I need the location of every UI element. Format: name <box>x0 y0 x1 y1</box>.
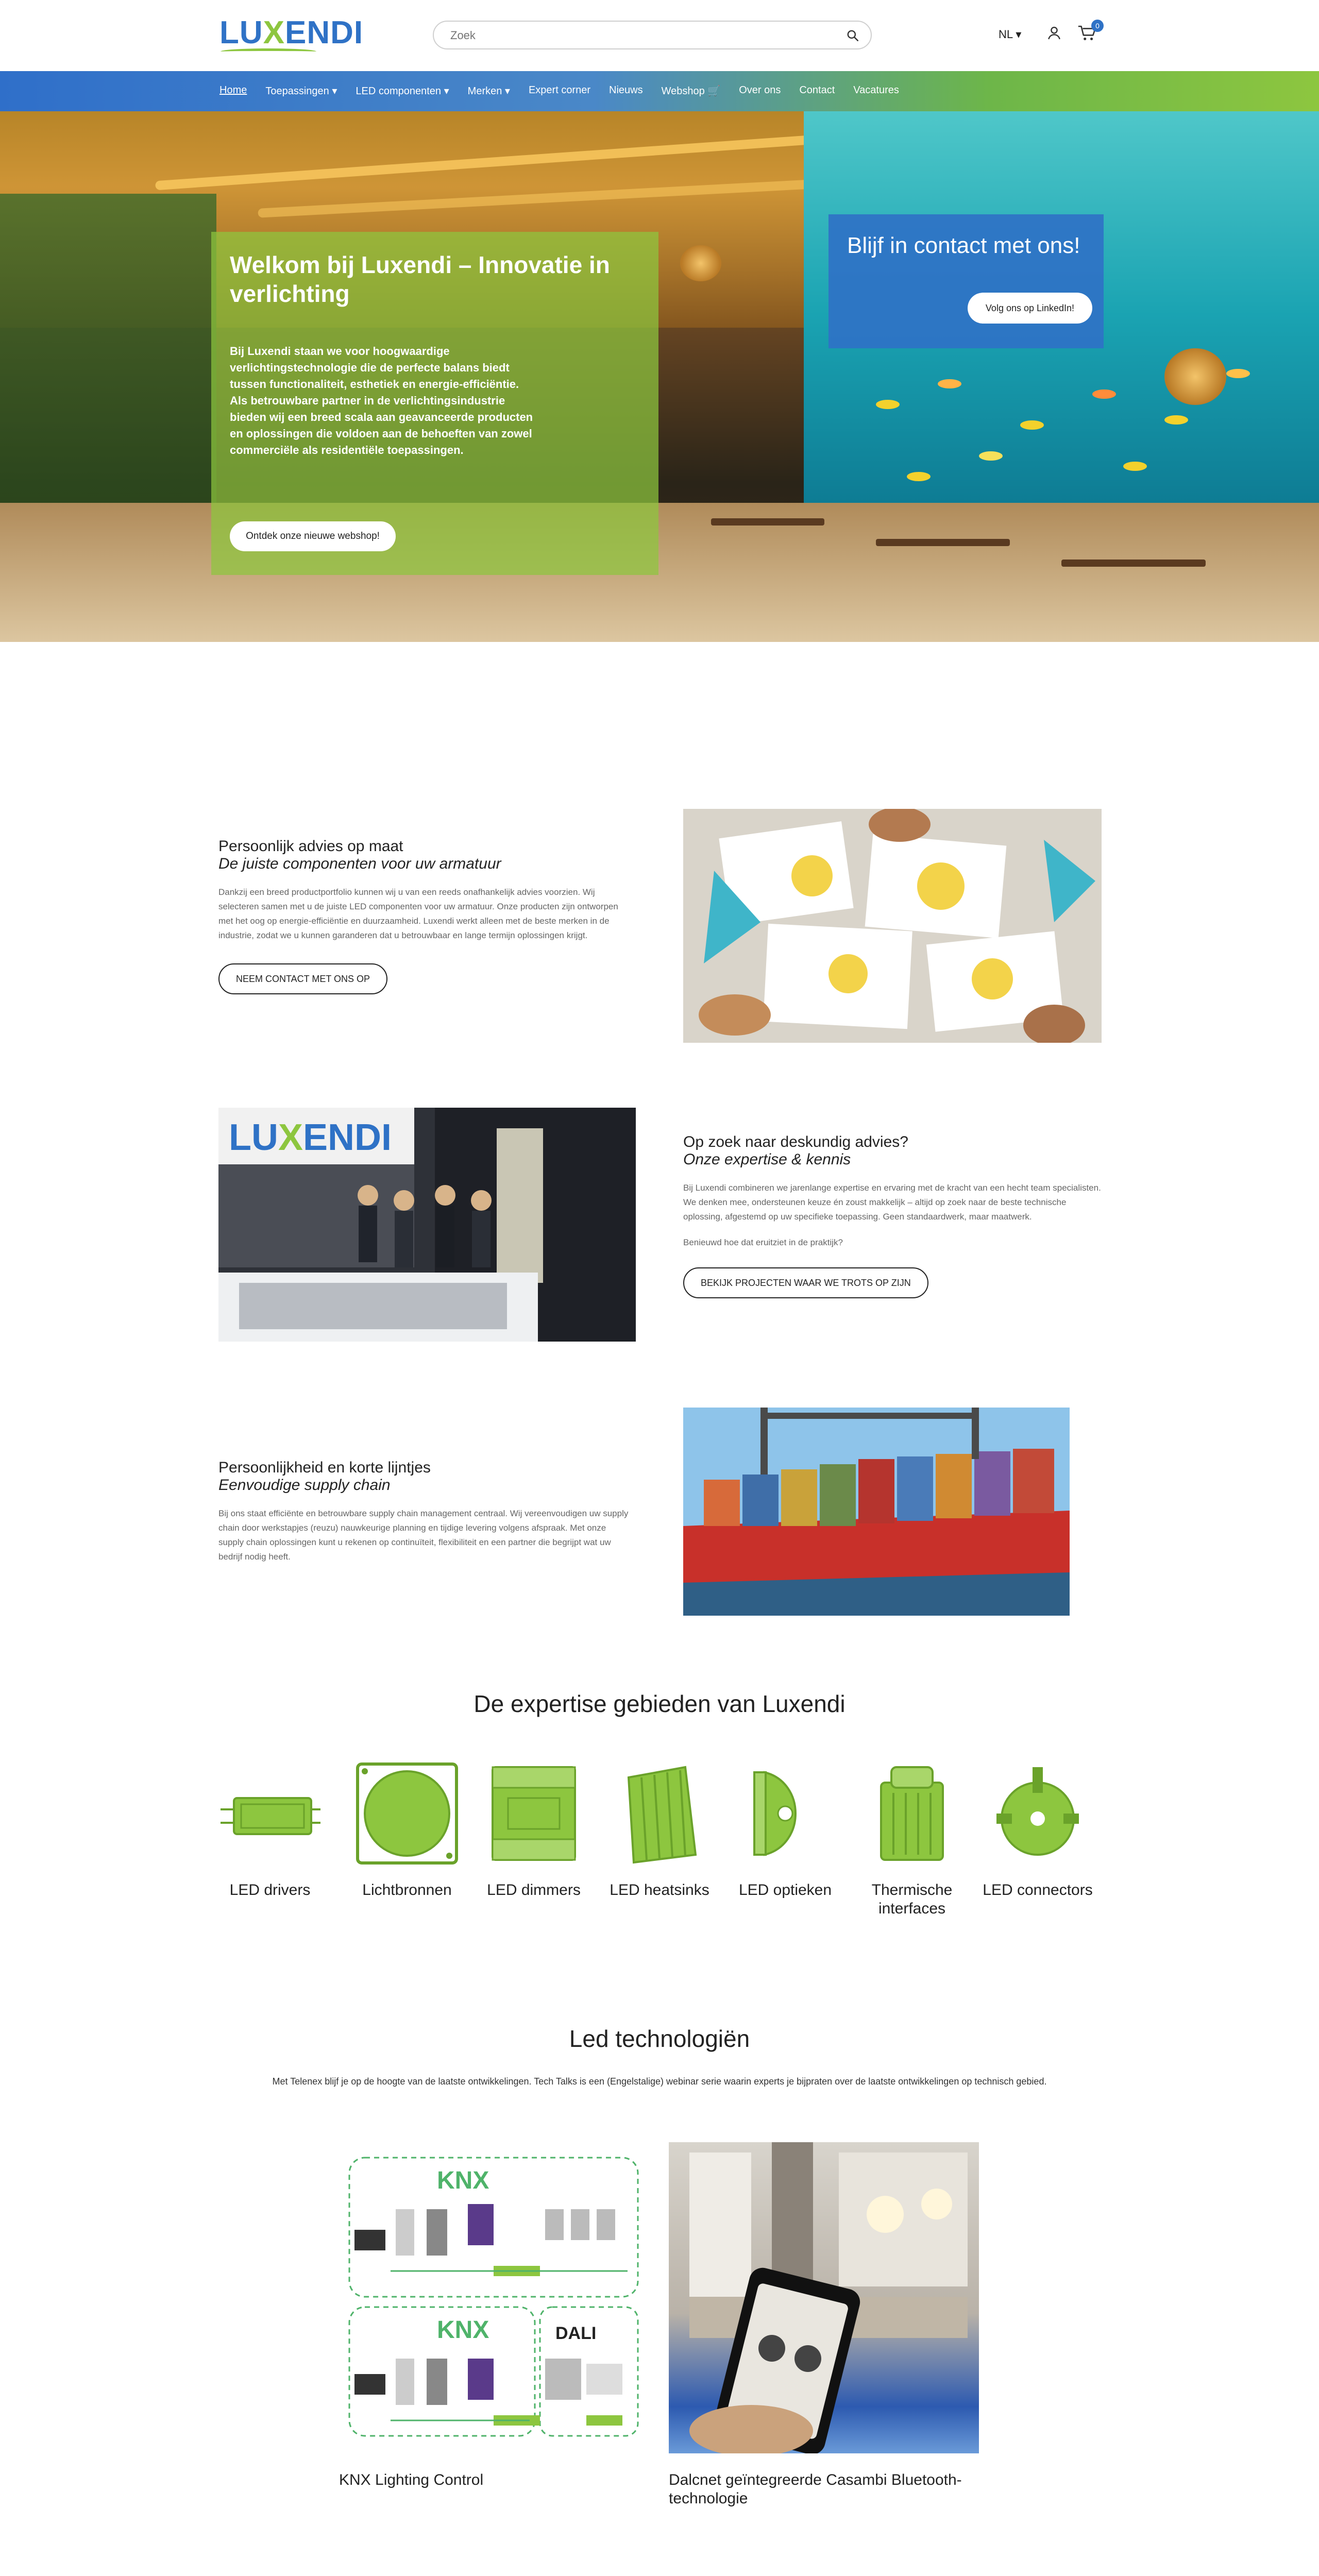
logo-swoosh <box>221 48 316 55</box>
feature-title: Persoonlijk advies op maat <box>218 838 403 855</box>
contact-box-title: Blijf in contact met ons! <box>847 233 1080 258</box>
hero-image-lamp <box>680 245 721 281</box>
knx-logo: KNX <box>437 2167 489 2194</box>
hero-image-lamp <box>1164 348 1226 405</box>
casambi-phone-illustration <box>669 2142 979 2453</box>
dali-logo: DALI <box>555 2324 597 2343</box>
light-source-icon <box>356 1762 459 1865</box>
contact-us-button[interactable]: NEEM CONTACT MET ONS OP <box>218 963 387 994</box>
thermal-interface-icon <box>860 1762 963 1865</box>
site-header <box>0 0 1319 71</box>
feature-title: Op zoek naar deskundig advies? <box>683 1133 908 1150</box>
feature-row-advies <box>0 809 1319 1046</box>
knx-diagram-image <box>339 2142 649 2453</box>
led-connector-icon <box>986 1762 1089 1865</box>
tech-card-knx[interactable] <box>339 2142 649 2489</box>
nav-item-led-componenten[interactable]: LED componenten ▾ <box>356 86 449 97</box>
casambi-phone-image <box>669 2142 979 2453</box>
search-bar <box>433 21 872 49</box>
brainstorm-illustration <box>683 809 1102 1043</box>
hero-image-plants <box>0 194 216 534</box>
welcome-panel <box>211 232 658 575</box>
nav-item-vacatures[interactable]: Vacatures <box>853 84 899 96</box>
expertise-label: LED heatsinks <box>610 1882 709 1899</box>
knx-logo: KNX <box>437 2316 489 2344</box>
nav-item-home[interactable]: Home <box>219 84 247 96</box>
feature-description: Dankzij een breed productportfolio kunnen wij u van een reeds onafhankelijk advies voorzien. Wij selecteren samen met u de juiste LED componenten voor uw armatuur. Onze producten zijn ontworpen met het oog op energie-efficiëntie en duurzaamheid. Luxendi werkt alleen met de beste merken in de industrie, zodat we u kunnen garanderen dat u betrouwbaar en lange termijn oplossingen krijgt. <box>218 887 618 940</box>
user-icon[interactable] <box>1046 25 1062 41</box>
expertise-label: Thermische interfaces <box>871 1882 953 1917</box>
expertise-label: LED optieken <box>738 1882 832 1899</box>
webshop-button[interactable]: Ontdek onze nieuwe webshop! <box>230 521 396 551</box>
feature-text <box>218 838 631 994</box>
feature-subtitle: Onze expertise & kennis <box>683 1151 851 1168</box>
search-icon[interactable] <box>846 29 859 42</box>
nav-item-webshop[interactable]: Webshop 🛒 <box>661 86 721 97</box>
feature-subtitle: De juiste componenten voor uw armatuur <box>218 855 501 872</box>
feature-subtitle: Eenvoudige supply chain <box>218 1477 391 1494</box>
logo-text: LUXENDI <box>219 15 364 50</box>
tech-card-label: KNX Lighting Control <box>339 2471 484 2488</box>
feature-text <box>683 1133 1106 1298</box>
expertise-item-thermische-interfaces[interactable] <box>855 1762 969 1918</box>
feature-row-expertise <box>0 1108 1319 1345</box>
luxendi-logo[interactable] <box>219 14 364 56</box>
main-navigation <box>0 71 1319 111</box>
expertise-item-led-connectors[interactable] <box>981 1762 1094 1900</box>
nav-item-over-ons[interactable]: Over ons <box>739 84 781 96</box>
expertise-label: LED drivers <box>229 1882 311 1899</box>
led-tech-intro: Met Telenex blijf je op de hoogte van de laatste ontwikkelingen. Tech Talks is een (Engelstalige) webinar serie waarin experts je bijpraten over de laatste ontwikkelingen op technisch gebied. <box>272 2076 1047 2087</box>
optic-lens-icon <box>734 1762 837 1865</box>
expertise-label: LED connectors <box>983 1882 1093 1899</box>
container-ship-illustration <box>683 1408 1070 1616</box>
nav-item-toepassingen[interactable]: Toepassingen ▾ <box>265 86 337 97</box>
knx-diagram <box>339 2142 649 2453</box>
tradeshow-illustration <box>218 1108 636 1342</box>
led-driver-icon <box>218 1762 322 1865</box>
feature-description: Bij Luxendi combineren we jarenlange expertise en ervaring met de kracht van een hecht team specialisten. We denken mee, ondersteunen keuze én zoust makkelijk – altijd op zoek naar de beste technische oplossing, afgestemd op uw specifieke toepassing. Geen standaardwerk, maar maatwerk. <box>683 1183 1101 1222</box>
feature-row-supply-chain <box>0 1408 1319 1619</box>
heatsink-icon <box>608 1762 711 1865</box>
expertise-title: De expertise gebieden van Luxendi <box>474 1690 845 1717</box>
hero-text: Bij Luxendi staan we voor hoogwaardige verlichtingstechnologie die de perfecte balans biedt tussen functionaliteit, esthetiek en energie-efficiëntie. Als betrouwbare partner in de verlichtingsindustrie bieden wij een breed scala aan geavanceerde producten en oplossingen die voldoen aan de behoeften van zowel commerciële als residentiële toepassingen. <box>230 345 533 456</box>
feature-image-container-ship <box>683 1408 1070 1616</box>
expertise-label: Lichtbronnen <box>362 1882 452 1899</box>
led-dimmer-icon <box>482 1762 585 1865</box>
linkedin-button[interactable]: Volg ons op LinkedIn! <box>968 293 1092 324</box>
language-selector[interactable]: NL ▾ <box>999 28 1022 41</box>
feature-text <box>218 1459 631 1564</box>
expertise-item-led-heatsinks[interactable] <box>603 1762 716 1900</box>
hero-image-table <box>1061 560 1206 567</box>
search-input[interactable] <box>450 28 832 43</box>
linkedin-contact-box <box>828 214 1104 348</box>
feature-image-brainstorm <box>683 809 1102 1043</box>
feature-image-tradeshow <box>218 1108 636 1342</box>
hero-image-table <box>876 539 1010 546</box>
svg-text:LUXENDI: LUXENDI <box>229 1117 392 1158</box>
cart-count-badge: 0 <box>1091 20 1104 32</box>
tech-card-label: Dalcnet geïntegreerde Casambi Bluetooth-technologie <box>669 2471 962 2507</box>
projects-button[interactable]: BEKIJK PROJECTEN WAAR WE TROTS OP ZIJN <box>683 1267 928 1298</box>
nav-item-nieuws[interactable]: Nieuws <box>609 84 643 96</box>
expertise-item-lichtbronnen[interactable] <box>350 1762 464 1900</box>
feature-description: Bij ons staat efficiënte en betrouwbare supply chain management centraal. Wij vereenvoudigen uw supply chain door werkstapjes (reuzu) nauwkeurige planning en tijdige levering volgens afspraak. Met onze supply chain oplossingen kunt u rekenen op continuïteit, flexibiliteit en een partner die begrijpt wat uw bedrijf nodig heeft. <box>218 1509 629 1562</box>
feature-title: Persoonlijkheid en korte lijntjes <box>218 1459 431 1476</box>
feature-description-extra: Benieuwd hoe dat eruitziet in de praktijk? <box>683 1238 843 1247</box>
nav-item-contact[interactable]: Contact <box>799 84 835 96</box>
nav-item-merken[interactable]: Merken ▾ <box>467 86 510 97</box>
hero-image-table <box>711 518 824 526</box>
hero-title: Welkom bij Luxendi – Innovatie in verlichting <box>230 251 610 307</box>
expertise-item-led-drivers[interactable] <box>213 1762 327 1900</box>
expertise-item-led-dimmers[interactable] <box>477 1762 590 1900</box>
hero-image-floor <box>0 503 1319 642</box>
led-tech-title: Led technologiën <box>569 2025 750 2052</box>
nav-item-expert-corner[interactable]: Expert corner <box>528 84 591 96</box>
tech-card-casambi[interactable] <box>669 2142 979 2508</box>
expertise-item-led-optieken[interactable] <box>729 1762 842 1900</box>
expertise-label: LED dimmers <box>487 1882 581 1899</box>
hero-banner <box>0 111 1319 642</box>
